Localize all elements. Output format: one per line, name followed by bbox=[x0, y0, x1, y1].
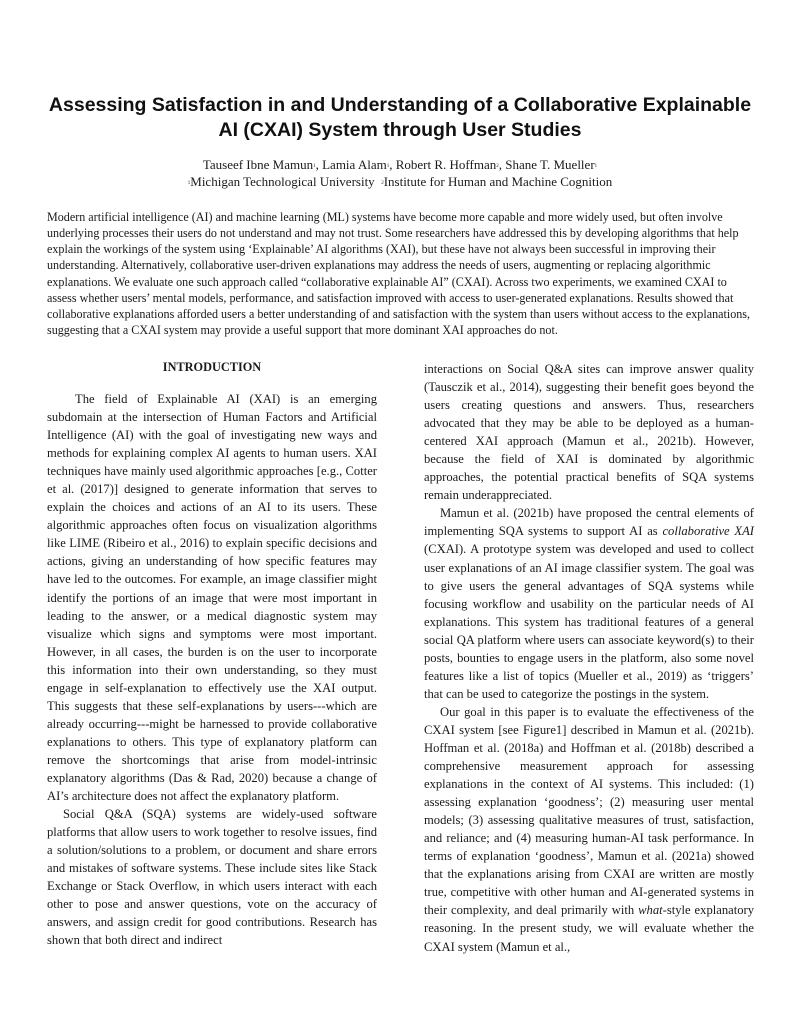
left-column bbox=[47, 358, 377, 949]
author-list bbox=[40, 157, 760, 175]
affiliation-marker: 2 bbox=[496, 164, 499, 169]
paragraph: The field of Explainable AI (XAI) is an emerging subdomain at the intersection of Human Factors and Artificial Intelligence (AI) with the goal of investigating new ways and methods for explaining complex AI agents to human users. XAI techniques have mainly used algorithmic approaches [e.g., Cotter et al. (2017)] designed to generate information that serves to explain the choices and actions of an AI to its users. These algorithmic approaches often focus on visualization algorithms like LIME (Ribeiro et al., 2016) to explain specific decisions and actions, giving an understanding of how specific features may have led to the outcomes. For example, an image classifier might identify the portions of an image that were most important in leading to the answer, or a medical diagnostic system may visualize which signs and symptoms were most important. However, in all cases, the burden is on the user to incorporate this information into their own understanding, so they must engage in self-explanation to effectively use the XAI output. This suggests that these self-explanations by users---which are already occurring---might be harnessed to provide collaborative explanations to others. This type of explanatory platform can remove the shortcomings that arise from model-intrinsic explanatory algorithms (Das & Rad, 2020) because a change of AI’s architecture does not affect the explanatory platform. bbox=[47, 392, 377, 804]
affiliation: Michigan Technological University bbox=[190, 174, 375, 189]
section-heading: INTRODUCTION bbox=[162, 360, 262, 374]
affiliation-marker: 1 bbox=[386, 164, 390, 169]
separator: , bbox=[498, 157, 506, 172]
author-name: Tauseef Ibne Mamun bbox=[202, 157, 314, 172]
paragraph: interactions on Social Q&A sites can improve answer quality (Tausczik et al., 2014), suggesting their benefit goes beyond the users creating questions and answers. Thus, researchers advocated that they may be able to be deployed as a human-centered XAI approach (Mamun et al., 2021b). However, because the field of XAI is dominated by algorithmic approaches, the potential practical benefits of SQA systems remain underappreciated. bbox=[424, 362, 754, 503]
affiliation-marker: 1 bbox=[187, 181, 191, 186]
paragraph-text: Our goal in this paper is to evaluate the effectiveness of the CXAI system [see Figure1] described in Mamun et al. (2021b). Hoffman et al. (2018a) and Hoffman et al. (2018b) described a comprehensive measurement approach for assessing explanations in the context of AI systems. This included: (1) assessing explanation ‘goodness’; (2) measuring user mental models; (3) assessing qualitative measures of trust, satisfaction, and reliance; and (4) measuring human-AI task performance. In terms of explanation ‘goodness’, Mamun et al. (2021a) showed that the explanations arising from CXAI are written are mostly true, competitive with other human and AI-generated systems in their complexity, and deal primarily with bbox=[424, 704, 754, 918]
paragraph bbox=[424, 703, 754, 956]
affiliation: Institute for Human and Machine Cognition bbox=[383, 174, 613, 189]
author-name: Shane T. Mueller bbox=[505, 157, 595, 172]
right-column bbox=[424, 360, 754, 956]
affiliation-marker: 1 bbox=[594, 164, 598, 169]
paragraph-text: Mamun et al. (2021b) have proposed the central elements of implementing SQA systems to support AI as bbox=[424, 506, 754, 539]
author-name: Lamia Alam bbox=[322, 157, 387, 172]
paper-title: Assessing Satisfaction in and Understanding of a Collaborative Explainable AI (CXAI) System through User Studies bbox=[48, 94, 752, 141]
author-name: Robert R. Hoffman bbox=[395, 157, 497, 172]
abstract: Modern artificial intelligence (AI) and machine learning (ML) systems have become more capable and more widely used, but often involve underlying processes their users do not understand and may not trust. Some researchers have addressed this by developing algorithms that help explain the workings of the system using ‘Explainable’ AI algorithms (XAI), but these have not always been successful in improving their understanding. Alternatively, collaborative user-driven explanations may address the needs of users, augmenting or replacing algorithmic explanations. We evaluate one such approach called “collaborative explainable AI” (CXAI). Across two experiments, we examined CXAI to assess whether users’ mental models, performance, and satisfaction improved with access to user-generated explanations. Results showed that collaborative explanations afforded users a better understanding of and satisfaction with the system than users without access to the explanations, suggesting that a CXAI system may provide a useful support that more dominant XAI approaches do not. bbox=[47, 210, 751, 338]
paragraph-text: -style explanatory reasoning. In the present study, we will evaluate whether the CXAI system (Mamun et al., bbox=[424, 903, 755, 954]
affiliation-marker: 2 bbox=[381, 181, 384, 186]
separator: , bbox=[389, 157, 396, 172]
paragraph bbox=[424, 504, 754, 703]
emphasis-text: what bbox=[638, 903, 663, 918]
paragraph-text: (CXAI). A prototype system was developed and used to collect user explanations of an AI image classifier system. The goal was to give users the general advantages of SQA systems while focusing workflow and usability on the particular needs of AI explanations. This system has traditional features of a general social QA platform where users can associate keyword(s) to their posts, bounties to engage users in the platform, also some novel features like a list of topics (Mueller et al., 2019) as ‘triggers’ that can be used to categorize the postings in the system. bbox=[424, 542, 754, 701]
affiliation-list bbox=[40, 174, 760, 192]
paragraph: Social Q&A (SQA) systems are widely-used software platforms that allow users to work together to resolve issues, find a solution/solutions to a problem, or document and share errors and mistakes of software systems. These include sites like Stack Exchange or Stack Overflow, in which users interact with each other to pose and answer questions, vote on the accuracy of answers, and assign credit for good contributions. Research has shown that both direct and indirect bbox=[47, 807, 377, 948]
emphasis-text: collaborative XAI bbox=[662, 524, 754, 539]
separator: , bbox=[315, 157, 323, 172]
affiliation-marker: 1 bbox=[313, 164, 316, 169]
